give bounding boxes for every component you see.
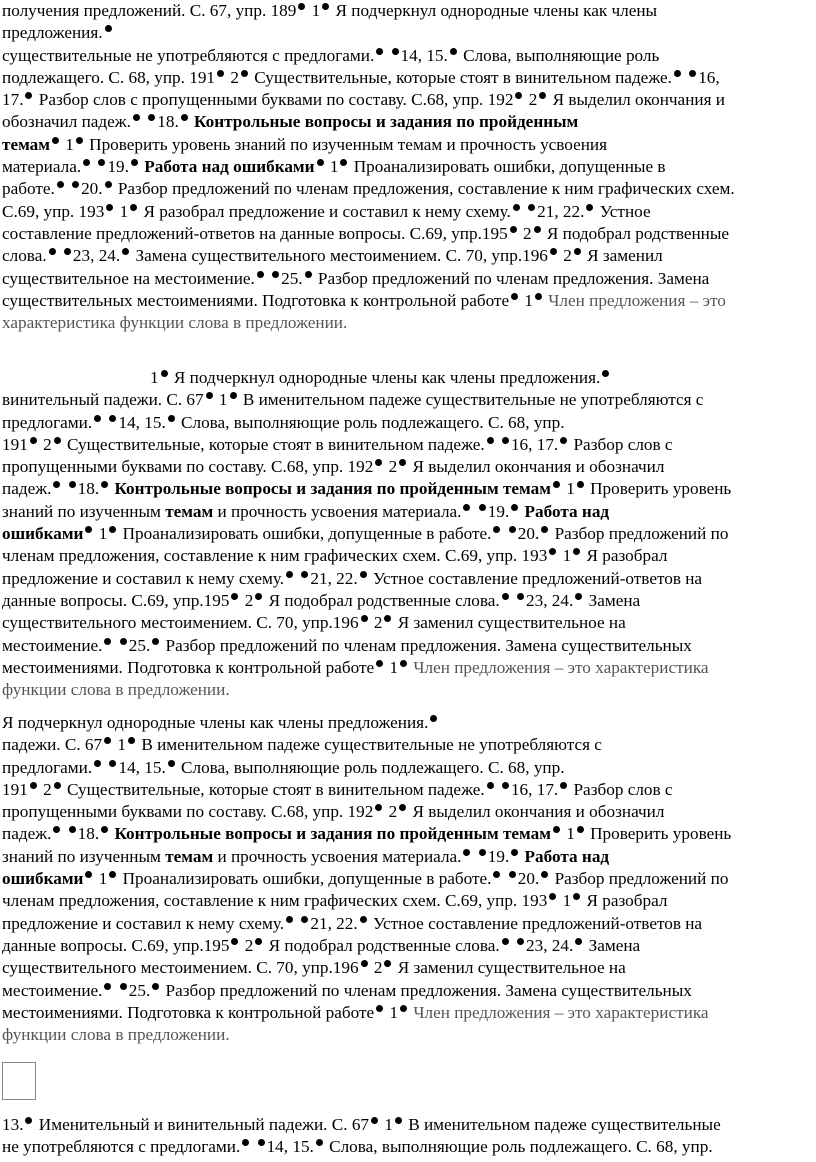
bullet-icon: [94, 760, 101, 767]
bullet-icon: [509, 526, 516, 533]
bullet-icon: [72, 181, 79, 188]
bullet-icon: [152, 983, 159, 990]
text-line: предложение и составил к нему схему. 21, 22. Устное составление предложений-ответов на: [2, 568, 703, 588]
bullet-icon: [85, 871, 92, 878]
bullet-icon: [517, 938, 524, 945]
bullet-icon: [272, 271, 279, 278]
bullet-icon: [513, 204, 520, 211]
bullet-icon: [549, 893, 556, 900]
bullet-icon: [502, 593, 509, 600]
bullet-icon: [360, 916, 367, 923]
text-line: местоимениями. Подготовка к контрольной работе 1 Член предложения – это характеристика: [2, 1002, 709, 1022]
bullet-icon: [301, 571, 308, 578]
bullet-icon: [577, 481, 584, 488]
bullet-icon: [511, 293, 518, 300]
bullet-icon: [361, 615, 368, 622]
bullet-icon: [49, 248, 56, 255]
bullet-icon: [168, 760, 175, 767]
bullet-icon: [528, 204, 535, 211]
bullet-icon: [575, 938, 582, 945]
bullet-icon: [340, 159, 347, 166]
text-line: не употребляются с предлогами. 14, 15. Слова, выполняющие роль подлежащего. С. 68, упр.: [2, 1137, 713, 1157]
text-line: знаний по изученным темам и прочность усвоения материала. 19. Работа над: [2, 501, 610, 521]
bullet-icon: [535, 293, 542, 300]
bullet-icon: [674, 70, 681, 77]
empty-frame-box: [2, 1062, 36, 1100]
text-line: обозначил падеж. 18. Контрольные вопросы и задания по пройденным: [2, 112, 579, 132]
bullet-icon: [400, 660, 407, 667]
text-block-4: [2, 1114, 721, 1159]
bullet-icon: [286, 916, 293, 923]
bullet-icon: [487, 437, 494, 444]
bullet-icon: [105, 181, 112, 188]
text-line: предложение и составил к нему схему. 21, 22. Устное составление предложений-ответов на: [2, 913, 703, 933]
bullet-icon: [511, 504, 518, 511]
bullet-icon: [104, 983, 111, 990]
bullet-icon: [258, 1139, 265, 1146]
bullet-icon: [553, 826, 560, 833]
bullet-icon: [104, 737, 111, 744]
bullet-icon: [515, 92, 522, 99]
text-line: членам предложения, составление к ним графических схем. С.69, упр. 193 1 Я разобрал: [2, 891, 668, 911]
bullet-icon: [148, 114, 155, 121]
bullet-icon: [316, 1139, 323, 1146]
text-line: существительного местоимением. С. 70, упр.196 2 Я заменил существительное на: [2, 613, 626, 633]
bullet-icon: [541, 871, 548, 878]
bullet-icon: [539, 92, 546, 99]
bullet-icon: [509, 871, 516, 878]
bullet-icon: [361, 960, 368, 967]
text-line: темам 1 Проверить уровень знаний по изученным темам и прочность усвоения: [2, 134, 608, 154]
bullet-icon: [573, 548, 580, 555]
bullet-icon: [392, 48, 399, 55]
text-line: 13. Именительный и винительный падежи. С. 67 1 В именительном падеже существительные: [2, 1115, 721, 1134]
bullet-icon: [511, 849, 518, 856]
bullet-icon: [53, 826, 60, 833]
bullet-icon: [376, 660, 383, 667]
text-line: 1 Я подчеркнул однородные члены как члены предложения.: [2, 367, 731, 389]
bullet-icon: [206, 392, 213, 399]
text-line: слова. 23, 24. Замена существительного местоимением. С. 70, упр.196 2 Я заменил: [2, 246, 663, 266]
bullet-icon: [231, 593, 238, 600]
bullet-icon: [120, 638, 127, 645]
bullet-icon: [161, 370, 168, 377]
bullet-icon: [69, 481, 76, 488]
bullet-icon: [241, 70, 248, 77]
text-line: материала. 19. Работа над ошибками 1 Проанализировать ошибки, допущенные в: [2, 157, 666, 177]
bullet-icon: [430, 715, 437, 722]
text-line: предлогами. 14, 15. Слова, выполняющие роль подлежащего. С. 68, упр.: [2, 757, 565, 777]
text-block-2: [2, 367, 731, 701]
bullet-icon: [152, 638, 159, 645]
bullet-icon: [376, 48, 383, 55]
text-block-1: [2, 0, 735, 334]
bullet-icon: [69, 826, 76, 833]
bullet-icon: [395, 1117, 402, 1124]
bullet-icon: [109, 415, 116, 422]
bullet-icon: [502, 938, 509, 945]
bullet-icon: [577, 826, 584, 833]
bullet-icon: [502, 437, 509, 444]
bullet-icon: [255, 593, 262, 600]
bullet-icon: [371, 1117, 378, 1124]
bullet-icon: [463, 849, 470, 856]
bullet-icon: [242, 1139, 249, 1146]
bullet-icon: [301, 916, 308, 923]
bullet-icon: [375, 804, 382, 811]
bullet-icon: [286, 571, 293, 578]
bullet-icon: [54, 782, 61, 789]
bullet-icon: [575, 593, 582, 600]
bullet-icon: [122, 248, 129, 255]
bullet-icon: [586, 204, 593, 211]
bullet-icon: [105, 25, 112, 32]
bullet-icon: [101, 826, 108, 833]
bullet-icon: [479, 504, 486, 511]
bullet-icon: [130, 204, 137, 211]
bullet-icon: [384, 960, 391, 967]
text-line: работе. 20. Разбор предложений по членам предложения, составление к ним графических схем.: [2, 179, 735, 199]
text-line: знаний по изученным темам и прочность усвоения материала. 19. Работа над: [2, 846, 610, 866]
bullet-icon: [104, 638, 111, 645]
text-line: ошибками 1 Проанализировать ошибки, допущенные в работе. 20. Разбор предложений по: [2, 524, 729, 544]
bullet-icon: [106, 204, 113, 211]
bullet-icon: [689, 70, 696, 77]
text-line: составление предложений-ответов на данные вопросы. С.69, упр.195 2 Я подобрал родственные: [2, 223, 730, 243]
bullet-icon: [131, 159, 138, 166]
text-line: существительные не употребляются с предлогами. 14, 15. Слова, выполняющие роль: [2, 45, 660, 65]
bullet-icon: [181, 114, 188, 121]
bullet-icon: [560, 782, 567, 789]
text-line: 191 2 Существительные, которые стоят в винительном падеже. 16, 17. Разбор слов с: [2, 434, 673, 454]
text-block-3: [2, 712, 731, 1046]
text-line: данные вопросы. С.69, упр.195 2 Я подобрал родственные слова. 23, 24. Замена: [2, 935, 641, 955]
bullet-icon: [120, 983, 127, 990]
bullet-icon: [317, 159, 324, 166]
bullet-icon: [463, 504, 470, 511]
bullet-icon: [384, 615, 391, 622]
text-line: 191 2 Существительные, которые стоят в винительном падеже. 16, 17. Разбор слов с: [2, 779, 673, 799]
text-line: функции слова в предложении.: [2, 1025, 230, 1045]
text-line: предложения.: [2, 22, 735, 44]
bullet-icon: [52, 137, 59, 144]
bullet-icon: [94, 415, 101, 422]
bullet-icon: [98, 159, 105, 166]
bullet-icon: [101, 481, 108, 488]
bullet-icon: [322, 3, 329, 10]
bullet-icon: [553, 481, 560, 488]
bullet-icon: [450, 48, 457, 55]
bullet-icon: [25, 1117, 32, 1124]
bullet-icon: [85, 526, 92, 533]
text-line: ошибками 1 Проанализировать ошибки, допущенные в работе. 20. Разбор предложений по: [2, 869, 729, 889]
bullet-icon: [76, 137, 83, 144]
text-line: падежи. С. 67 1 В именительном падеже существительные не употребляются с: [2, 735, 602, 755]
bullet-icon: [109, 760, 116, 767]
text-line: местоимениями. Подготовка к контрольной работе 1 Член предложения – это характеристика: [2, 657, 709, 677]
text-line: подлежащего. С. 68, упр. 191 2 Существительные, которые стоят в винительном падеже. 16,: [2, 67, 720, 87]
text-line: падеж. 18. Контрольные вопросы и задания по пройденным темам 1 Проверить уровень: [2, 824, 732, 844]
text-line: предлогами. 14, 15. Слова, выполняющие роль подлежащего. С. 68, упр.: [2, 412, 565, 432]
bullet-icon: [541, 526, 548, 533]
bullet-icon: [573, 893, 580, 900]
bullet-icon: [217, 70, 224, 77]
bullet-icon: [83, 159, 90, 166]
bullet-icon: [560, 437, 567, 444]
text-line: характеристика функции слова в предложении.: [2, 313, 348, 333]
bullet-icon: [257, 271, 264, 278]
bullet-icon: [305, 271, 312, 278]
bullet-icon: [479, 849, 486, 856]
bullet-icon: [550, 248, 557, 255]
text-line: 17. Разбор слов с пропущенными буквами по составу. С.68, упр. 192 2 Я выделил окончания и: [2, 90, 725, 110]
bullet-icon: [574, 248, 581, 255]
bullet-icon: [376, 1005, 383, 1012]
bullet-icon: [25, 92, 32, 99]
bullet-icon: [255, 938, 262, 945]
bullet-icon: [54, 437, 61, 444]
text-line: местоимение. 25. Разбор предложений по членам предложения. Замена существительных: [2, 980, 692, 1000]
bullet-icon: [57, 181, 64, 188]
bullet-icon: [502, 782, 509, 789]
bullet-icon: [375, 459, 382, 466]
bullet-icon: [399, 804, 406, 811]
text-line: функции слова в предложении.: [2, 680, 230, 700]
text-line: Я подчеркнул однородные члены как члены предложения.: [2, 712, 731, 734]
text-line: падеж. 18. Контрольные вопросы и задания по пройденным темам 1 Проверить уровень: [2, 479, 732, 499]
bullet-icon: [517, 593, 524, 600]
bullet-icon: [400, 1005, 407, 1012]
bullet-icon: [109, 526, 116, 533]
bullet-icon: [602, 370, 609, 377]
bullet-icon: [109, 871, 116, 878]
bullet-icon: [231, 938, 238, 945]
text-line: получения предложений. С. 67, упр. 189 1 Я подчеркнул однородные члены как члены: [2, 1, 658, 20]
bullet-icon: [64, 248, 71, 255]
bullet-icon: [399, 459, 406, 466]
bullet-icon: [493, 526, 500, 533]
bullet-icon: [360, 571, 367, 578]
text-line: существительное на местоимение. 25. Разбор предложений по членам предложения. Замена: [2, 268, 710, 288]
text-line: винительный падежи. С. 67 1 В именительном падеже существительные не употребляются с: [2, 390, 704, 410]
text-line: С.69, упр. 193 1 Я разобрал предложение и составил к нему схему. 21, 22. Устное: [2, 201, 651, 221]
bullet-icon: [487, 782, 494, 789]
bullet-icon: [30, 782, 37, 789]
text-line: данные вопросы. С.69, упр.195 2 Я подобрал родственные слова. 23, 24. Замена: [2, 590, 641, 610]
bullet-icon: [493, 871, 500, 878]
text-line: существительного местоимением. С. 70, упр.196 2 Я заменил существительное на: [2, 958, 626, 978]
text-line: членам предложения, составление к ним графических схем. С.69, упр. 193 1 Я разобрал: [2, 546, 668, 566]
bullet-icon: [510, 226, 517, 233]
text-line: местоимение. 25. Разбор предложений по членам предложения. Замена существительных: [2, 635, 692, 655]
text-line: существительных местоимениями. Подготовка к контрольной работе 1 Член предложения – это: [2, 290, 726, 310]
bullet-icon: [133, 114, 140, 121]
text-line: пропущенными буквами по составу. С.68, упр. 192 2 Я выделил окончания и обозначил: [2, 802, 665, 822]
bullet-icon: [168, 415, 175, 422]
bullet-icon: [549, 548, 556, 555]
text-line: пропущенными буквами по составу. С.68, упр. 192 2 Я выделил окончания и обозначил: [2, 457, 665, 477]
bullet-icon: [230, 392, 237, 399]
bullet-icon: [128, 737, 135, 744]
bullet-icon: [534, 226, 541, 233]
bullet-icon: [30, 437, 37, 444]
bullet-icon: [298, 3, 305, 10]
bullet-icon: [53, 481, 60, 488]
